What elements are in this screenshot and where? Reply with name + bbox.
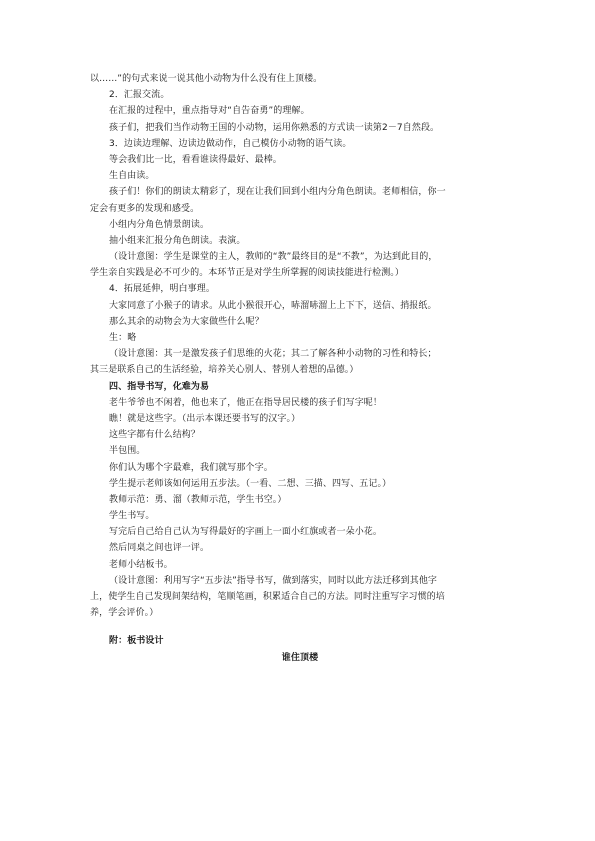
paragraph-line: 孩子们！你们的朗读太精彩了，现在让我们回到小组内分角色朗读。老师相信，你一 bbox=[109, 187, 446, 198]
paragraph-line: 3．边读边理解、边读边做动作，自己模仿小动物的语气读。 bbox=[109, 138, 352, 149]
paragraph-line: 大家同意了小猴子的请求。从此小猴很开心，哧溜哧溜上上下下，送信、捎报纸。 bbox=[109, 300, 437, 311]
paragraph-line: 等会我们比一比，看看谁读得最好、最棒。 bbox=[109, 154, 282, 165]
paragraph-line: 老牛爷爷也不闲着，他也来了，他正在指导居民楼的孩子们写字呢！ bbox=[109, 397, 383, 408]
paragraph-line: 小组内分角色情景朗读。 bbox=[109, 219, 210, 230]
paragraph-line: 然后同桌之间也评一评。 bbox=[109, 543, 210, 554]
paragraph-line: 在汇报的过程中，重点指导对“自告奋勇”的理解。 bbox=[109, 106, 310, 117]
board-title: 谁住顶楼 bbox=[281, 652, 319, 663]
paragraph-line: 那么其余的动物会为大家做些什么呢？ bbox=[109, 316, 264, 327]
design-intent-line: （设计意图：其一是激发孩子们思维的火花；其二了解各种小动物的习性和特长； bbox=[109, 349, 437, 360]
paragraph-line: 学生书写。 bbox=[109, 511, 155, 522]
design-intent-line: （设计意图：学生是课堂的主人，教师的“教”最终目的是“不教”，为达到此目的， bbox=[109, 252, 438, 263]
paragraph-line: 定会有更多的发现和感受。 bbox=[90, 203, 200, 214]
paragraph-line: 4．拓展延伸，明白事理。 bbox=[109, 284, 215, 295]
paragraph-line: 你们认为哪个字最难，我们就写那个字。 bbox=[109, 462, 273, 473]
design-intent-line: （设计意图：利用写字“五步法”指导书写，做到落实，同时以此方法迁移到其他字 bbox=[109, 575, 438, 586]
paragraph-line: 老师小结板书。 bbox=[109, 559, 173, 570]
paragraph-line: 2．汇报交流。 bbox=[109, 90, 170, 101]
paragraph-line: 半包围。 bbox=[109, 446, 146, 457]
design-intent-line: 养，学会评价。） bbox=[90, 608, 159, 619]
paragraph-line: 生：略 bbox=[109, 333, 137, 343]
paragraph-line: 教师示范：勇、溜（教师示范，学生书空。） bbox=[109, 494, 287, 505]
paragraph-line: 抽小组来汇报分角色朗读。表演。 bbox=[109, 235, 246, 246]
design-intent-line: 上，使学生自己发现间架结构，笔顺笔画，积累适合自己的方法。同时注重写字习惯的培 bbox=[90, 592, 445, 602]
design-intent-line: 学生亲自实践是必不可少的。本环节正是对学生所掌握的阅读技能进行检测。） bbox=[90, 268, 405, 279]
paragraph-line: 写完后自己给自己认为写得最好的字画上一面小红旗或者一朵小花。 bbox=[109, 527, 383, 538]
paragraph-line: 学生提示老师该如何运用五步法。（一看、二想、三描、四写、五记。） bbox=[109, 478, 392, 489]
spacer bbox=[90, 621, 510, 633]
section-heading: 四、指导书写，化难为易 bbox=[109, 381, 210, 392]
paragraph-line: 孩子们，把我们当作动物王国的小动物，运用你熟悉的方式读一读第2－7自然段。 bbox=[109, 122, 440, 133]
paragraph-line: 生自由读。 bbox=[109, 171, 155, 182]
appendix-heading: 附：板书设计 bbox=[109, 636, 164, 647]
body-text bbox=[90, 71, 510, 666]
paragraph-line: 瞧！就是这些字。（出示本课还要书写的汉字。） bbox=[109, 413, 301, 424]
paragraph-line: 以……”的句式来说一说其他小动物为什么没有住上顶楼。 bbox=[90, 74, 323, 84]
paragraph-line: 这些字都有什么结构？ bbox=[109, 430, 201, 441]
design-intent-line: 其三是联系自己的生活经验，培养关心别人、替别人着想的品德。） bbox=[90, 365, 359, 376]
